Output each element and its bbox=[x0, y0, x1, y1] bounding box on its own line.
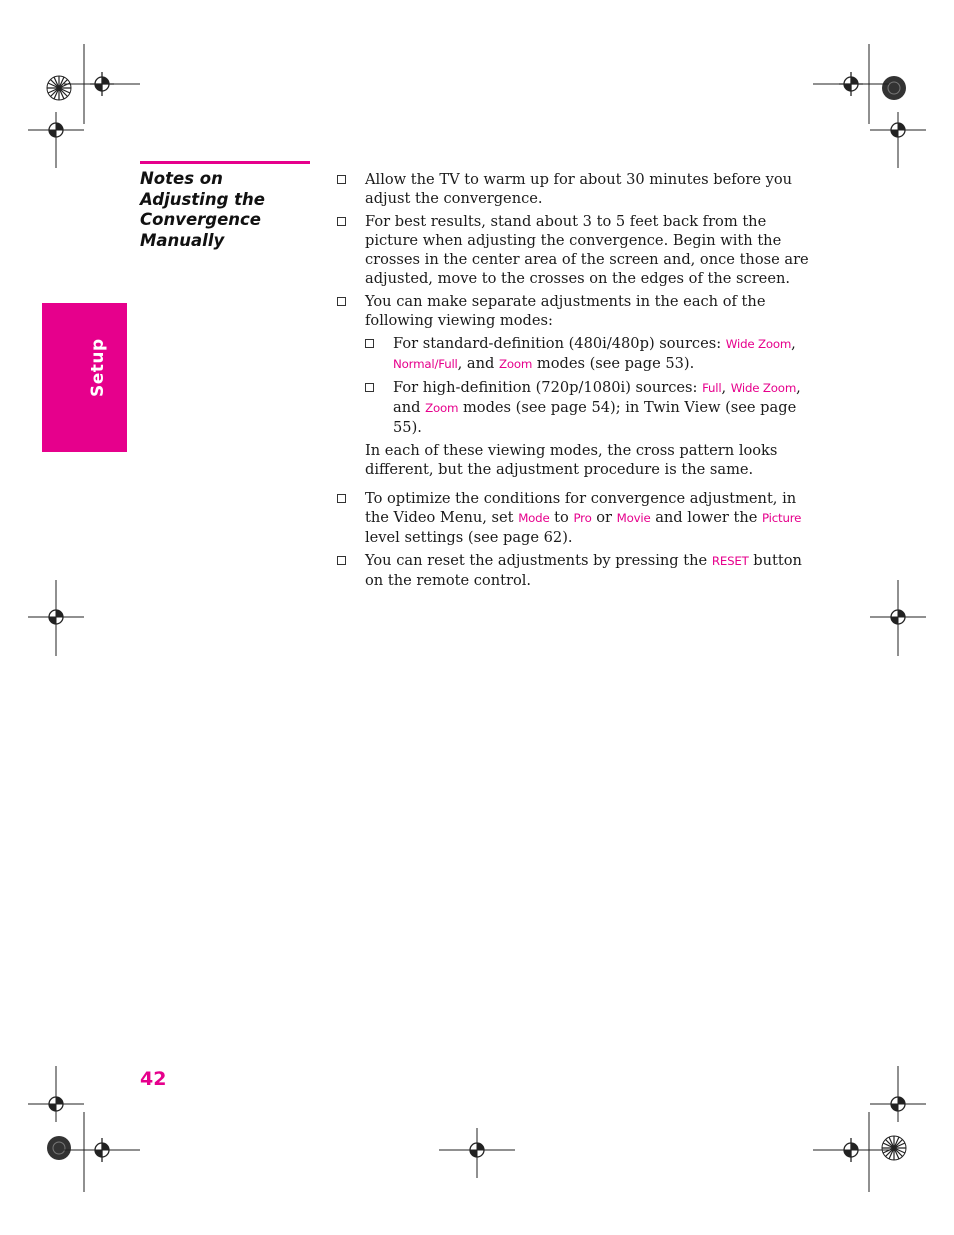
bullet-text: For best results, stand about 3 to 5 feet back from the picture when adjusting the convergence. Begin with the crosses in the center area of the screen and, once those are adjusted, move to the crosses on the edges of the screen. bbox=[365, 213, 809, 287]
button-term: RESET bbox=[711, 554, 749, 568]
menu-term: Mode bbox=[518, 511, 550, 525]
section-heading bbox=[140, 169, 310, 251]
bullet-text: Allow the TV to warm up for about 30 minutes before you adjust the convergence. bbox=[365, 171, 793, 207]
bullet-text: For high-definition (720p/1080i) sources: bbox=[393, 379, 703, 396]
menu-term: Zoom bbox=[425, 401, 459, 415]
bullet-text: You can make separate adjustments in the each of the following viewing modes: bbox=[365, 293, 766, 329]
sub-bullet-item bbox=[363, 378, 815, 437]
sub-bullet-item bbox=[363, 334, 815, 374]
bullet-item bbox=[335, 170, 815, 208]
bullet-text: modes (see page 54); in Twin View (see page 55). bbox=[393, 399, 797, 436]
checkbox-bullet-icon bbox=[337, 217, 346, 226]
bullet-item bbox=[335, 551, 815, 590]
bullet-text: , and bbox=[393, 379, 801, 416]
bullet-item bbox=[335, 292, 815, 330]
bullet-item bbox=[335, 489, 815, 547]
bullet-text: , bbox=[721, 379, 731, 396]
crosshair-mark-icon bbox=[813, 1112, 889, 1192]
bullet-text: to bbox=[549, 509, 574, 526]
crosshair-mark-icon bbox=[870, 580, 926, 656]
crosshair-mark-icon bbox=[28, 580, 84, 656]
bullet-text: To optimize the conditions for convergence adjustment, in the Video Menu, set bbox=[365, 490, 797, 526]
checkbox-bullet-icon bbox=[337, 175, 346, 184]
heading-line: Convergence bbox=[140, 210, 261, 229]
side-tab-label: Setup bbox=[88, 338, 108, 397]
menu-term: Full bbox=[438, 357, 458, 371]
menu-term: Normal bbox=[393, 357, 435, 371]
checkbox-bullet-icon bbox=[337, 556, 346, 565]
bullet-text: You can reset the adjustments by pressing the bbox=[365, 552, 712, 569]
bullet-text: button on the remote control. bbox=[365, 552, 802, 589]
crosshair-mark-icon bbox=[870, 112, 926, 168]
checkbox-bullet-icon bbox=[337, 297, 346, 306]
checkbox-bullet-icon bbox=[365, 339, 374, 348]
heading-line: Notes on bbox=[140, 169, 223, 188]
menu-term: Full bbox=[702, 381, 722, 395]
menu-term: Picture bbox=[762, 511, 802, 525]
note-paragraph: In each of these viewing modes, the cross pattern looks different, but the adjustment procedure is the same. bbox=[365, 442, 778, 478]
heading-line: Adjusting the bbox=[140, 189, 265, 209]
notes-body bbox=[335, 170, 815, 594]
menu-term: Pro bbox=[573, 511, 592, 525]
heading-rule bbox=[140, 161, 310, 164]
bullet-item bbox=[335, 212, 815, 288]
menu-term: Movie bbox=[616, 511, 651, 525]
menu-term-separator: / bbox=[434, 357, 439, 371]
bullet-text: and lower the bbox=[650, 509, 763, 526]
bullet-text: modes (see page 53). bbox=[532, 355, 695, 372]
menu-term: Wide Zoom bbox=[730, 381, 797, 395]
crosshair-mark-icon bbox=[64, 1112, 140, 1192]
page-number: 42 bbox=[140, 1068, 167, 1090]
crosshair-mark-icon bbox=[439, 1128, 515, 1178]
bullet-text: or bbox=[591, 509, 617, 526]
menu-term: Zoom bbox=[499, 357, 533, 371]
bullet-text: , and bbox=[457, 355, 499, 372]
bullet-text: , bbox=[791, 335, 796, 352]
side-tab bbox=[42, 303, 127, 452]
checkbox-bullet-icon bbox=[365, 383, 374, 392]
crosshair-mark-icon bbox=[28, 112, 84, 168]
bullet-text: level settings (see page 62). bbox=[365, 529, 573, 546]
menu-term: Wide Zoom bbox=[725, 337, 792, 351]
checkbox-bullet-icon bbox=[337, 494, 346, 503]
bullet-text: For standard-definition (480i/480p) sources: bbox=[393, 335, 726, 352]
heading-line: Manually bbox=[140, 230, 225, 250]
